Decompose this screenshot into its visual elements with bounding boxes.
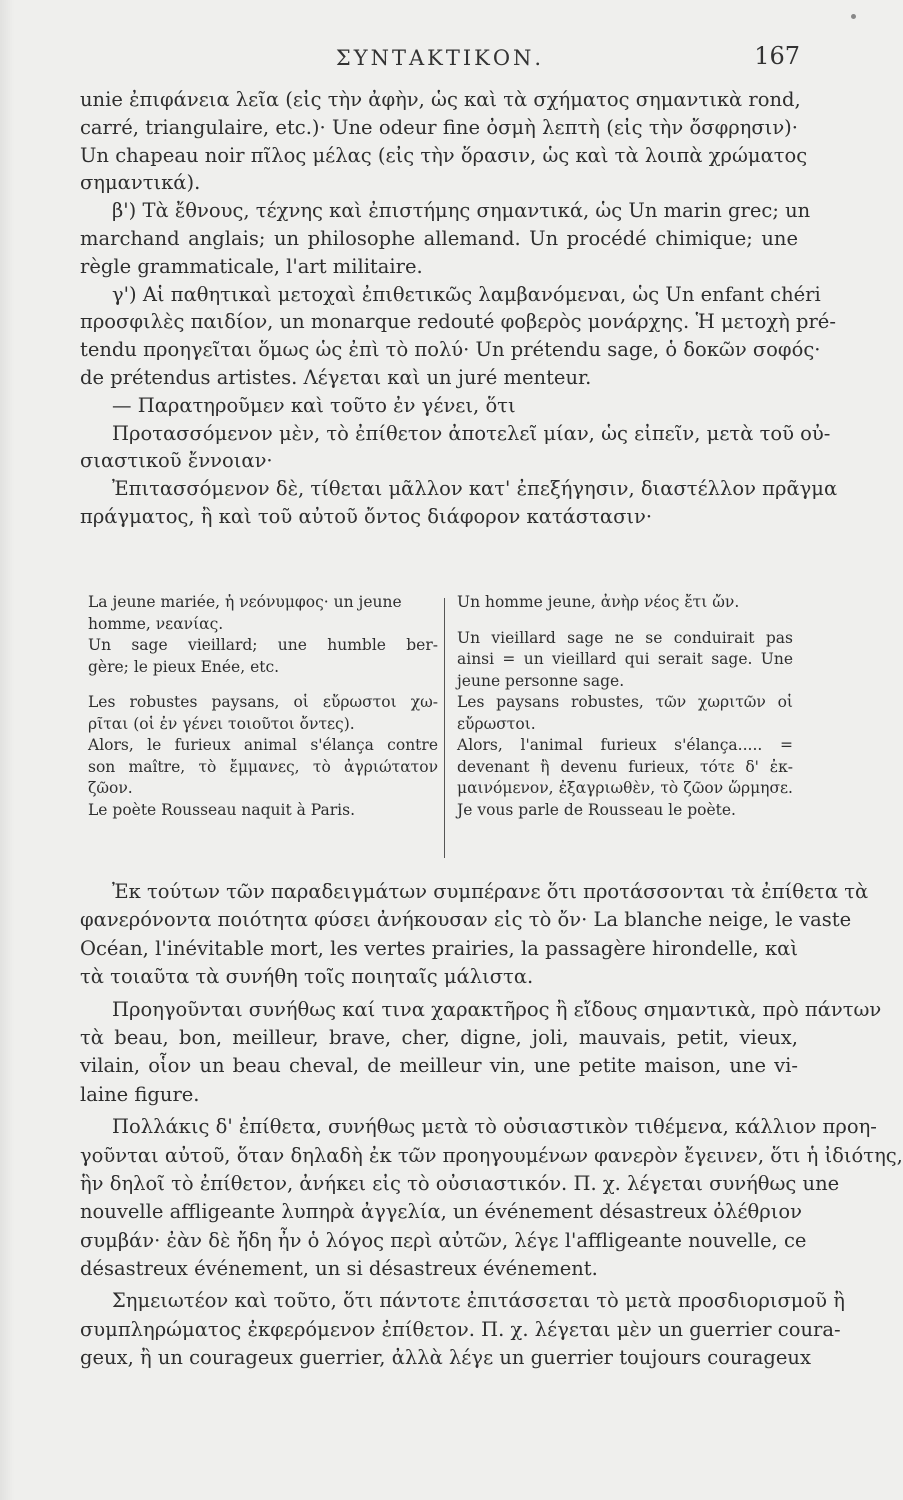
example-columns: [80, 592, 798, 862]
text-line: nouvelle affligeante λυπηρὰ ἀγγελία, un événement désastreux ὀλέθριον: [80, 1200, 802, 1224]
text-line: désastreux événement, un si désastreux événement.: [80, 1257, 598, 1281]
example-line: devenant ἢ devenu furieux, τότε δ' ἐκ-: [457, 757, 793, 776]
text-line: unie ἐπιφάνεια λεῖα (εἰς τὴν ἀφὴν, ὡς καὶ τὰ σχήματος σημαντικὰ rond,: [80, 88, 801, 111]
text-line: carré, triangulaire, etc.)· Une odeur fine ὀσμὴ λεπτὴ (εἰς τὴν ὄσφρησιν)·: [80, 115, 798, 139]
example-line: Les paysans robustes, τῶν χωριτῶν οἱ: [457, 693, 793, 711]
text-line: τὰ τοιαῦτα τὰ συνήθη τοῖς ποιηταῖς μάλιστα.: [80, 965, 534, 989]
text-line: προσφιλὲς παιδίον, un monarque redouté φοβερὸς μονάρχης. Ἡ μετοχὴ pré-: [80, 310, 836, 334]
text-line: σημαντικά).: [80, 171, 201, 195]
example-line: Alors, l'animal furieux s'élança..... =: [457, 736, 793, 754]
page-edge-shadow: [0, 0, 14, 1500]
text-line: Προηγοῦνται συνήθως καί τινα χαρακτῆρος ἢ εἴδους σημαντικὰ, πρὸ πάντων: [112, 997, 882, 1021]
body-section-2: [80, 878, 903, 1373]
text-line: geux, ἢ un courageux guerrier, ἀλλὰ λέγε un guerrier toujours courageux: [80, 1346, 811, 1370]
text-line: tendu προηγεῖται ὅμως ὡς ἐπὶ τὸ πολύ· Un prétendu sage, ὁ δοκῶν σοφός·: [80, 338, 821, 362]
text-line: Ἐκ τούτων τῶν παραδειγμάτων συμπέρανε ὅτι προτάσσονται τὰ ἐπίθετα τὰ: [112, 880, 869, 903]
text-line: — Παρατηροῦμεν καὶ τοῦτο ἐν γένει, ὅτι: [112, 393, 516, 417]
text-line: ἣν δηλοῖ τὸ ἐπίθετον, ἀνήκει εἰς τὸ οὐσιαστικόν. Π. χ. λέγεται συνήθως une: [80, 1171, 840, 1195]
paper-speck: [851, 14, 856, 19]
text-line: de prétendus artistes. Λέγεται καὶ un juré menteur.: [80, 365, 592, 389]
example-line: ρῖται (οἱ ἐν γένει τοιοῦτοι ὄντες).: [88, 714, 355, 733]
running-header: [80, 38, 800, 78]
text-line: σιαστικοῦ ἔννοιαν·: [80, 449, 273, 473]
example-line: La jeune mariée, ἡ νεόνυμφος· un jeune: [88, 593, 402, 611]
column-preposed: [88, 592, 438, 821]
text-line: Ἐπιτασσόμενον δὲ, τίθεται μᾶλλον κατ' ἐπεξήγησιν, διαστέλλον πρᾶγμα: [112, 477, 838, 501]
example-line: homme, νεανίας.: [88, 614, 224, 633]
example-line: Un homme jeune, ἀνὴρ νέος ἔτι ὤν.: [457, 593, 740, 611]
example-line: Un sage vieillard; une humble ber-: [88, 636, 438, 654]
text-line: laine figure.: [80, 1082, 200, 1106]
example-line: Un vieillard sage ne se conduirait pas: [457, 628, 793, 647]
text-line: Προτασσόμενον μὲν, τὸ ἐπίθετον ἀποτελεῖ μίαν, ὡς εἰπεῖν, μετὰ τοῦ οὐ-: [112, 421, 831, 445]
example-line: Je vous parle de Rousseau le poète.: [457, 800, 736, 819]
header-title: ΣΥΝΤΑΚΤΙΚΟΝ.: [335, 46, 545, 70]
column-divider: [444, 598, 445, 858]
example-line: ζῶον.: [88, 779, 133, 797]
example-line: Alors, le furieux animal s'élança contre: [88, 736, 438, 754]
text-line: Πολλάκις δ' ἐπίθετα, συνήθως μετὰ τὸ οὐσιαστικὸν τιθέμενα, κάλλιον προη-: [112, 1115, 877, 1139]
example-line: εὔρωστοι.: [457, 714, 536, 733]
text-line: β') Τὰ ἔθνους, τέχνης καὶ ἐπιστήμης σημαντικά, ὡς Un marin grec; un: [112, 199, 811, 223]
text-line: συμβάν· ἐὰν δὲ ἤδη ἦν ὁ λόγος περὶ αὐτῶν, λέγε l'affligeante nouvelle, ce: [80, 1228, 807, 1252]
text-line: τὰ beau, bon, meilleur, brave, cher, digne, joli, mauvais, petit, vieux,: [80, 1025, 798, 1049]
text-line: vilain, οἷον un beau cheval, de meilleur vin, une petite maison, une vi-: [80, 1054, 798, 1078]
example-line: jeune personne sage.: [457, 671, 625, 690]
example-line: μαινόμενον, ἐξαγριωθὲν, τὸ ζῶον ὥρμησε.: [457, 779, 793, 797]
text-line: φανερόνοντα ποιότητα φύσει ἀνήκουσαν εἰς τὸ ὄν· La blanche neige, le vaste: [80, 908, 852, 932]
text-line: γ') Αἱ παθητικαὶ μετοχαὶ ἐπιθετικῶς λαμβανόμεναι, ὡς Un enfant chéri: [112, 282, 821, 306]
column-gap: [88, 678, 438, 692]
text-line: Océan, l'inévitable mort, les vertes prairies, la passagère hirondelle, καὶ: [80, 936, 798, 960]
example-line: gère; le pieux Enée, etc.: [88, 657, 280, 676]
body-section-1: [80, 86, 838, 531]
text-line: Un chapeau noir πῖλος μέλας (εἰς τὴν ὅρασιν, ὡς καὶ τὰ λοιπὰ χρώματος: [80, 143, 808, 167]
text-line: γοῦνται αὐτοῦ, ὅταν δηλαδὴ ἐκ τῶν προηγουμένων φανερὸν ἔγεινεν, ὅτι ἡ ἰδιότης,: [80, 1143, 903, 1167]
example-line: Les robustes paysans, οἱ εὔρωστοι χω-: [88, 693, 438, 711]
column-gap: [457, 614, 793, 628]
page-number: 167: [754, 42, 800, 70]
example-line: son maître, τὸ ἔμμανες, τὸ ἀγριώτατον: [88, 757, 438, 776]
text-line: règle grammaticale, l'art militaire.: [80, 254, 423, 278]
example-line: ainsi = un vieillard qui serait sage. Une: [457, 650, 793, 668]
text-line: Σημειωτέον καὶ τοῦτο, ὅτι πάντοτε ἐπιτάσσεται τὸ μετὰ προσδιορισμοῦ ἢ: [112, 1289, 845, 1313]
text-line: συμπληρώματος ἐκφερόμενον ἐπίθετον. Π. χ. λέγεται μὲν un guerrier coura-: [80, 1317, 841, 1341]
column-postposed: [457, 592, 793, 821]
example-line: Le poète Rousseau naquit à Paris.: [88, 800, 355, 819]
text-line: πράγματος, ἢ καὶ τοῦ αὐτοῦ ὄντος διάφορον κατάστασιν·: [80, 504, 653, 528]
text-line: marchand anglais; un philosophe allemand. Un procédé chimique; une: [80, 226, 798, 250]
